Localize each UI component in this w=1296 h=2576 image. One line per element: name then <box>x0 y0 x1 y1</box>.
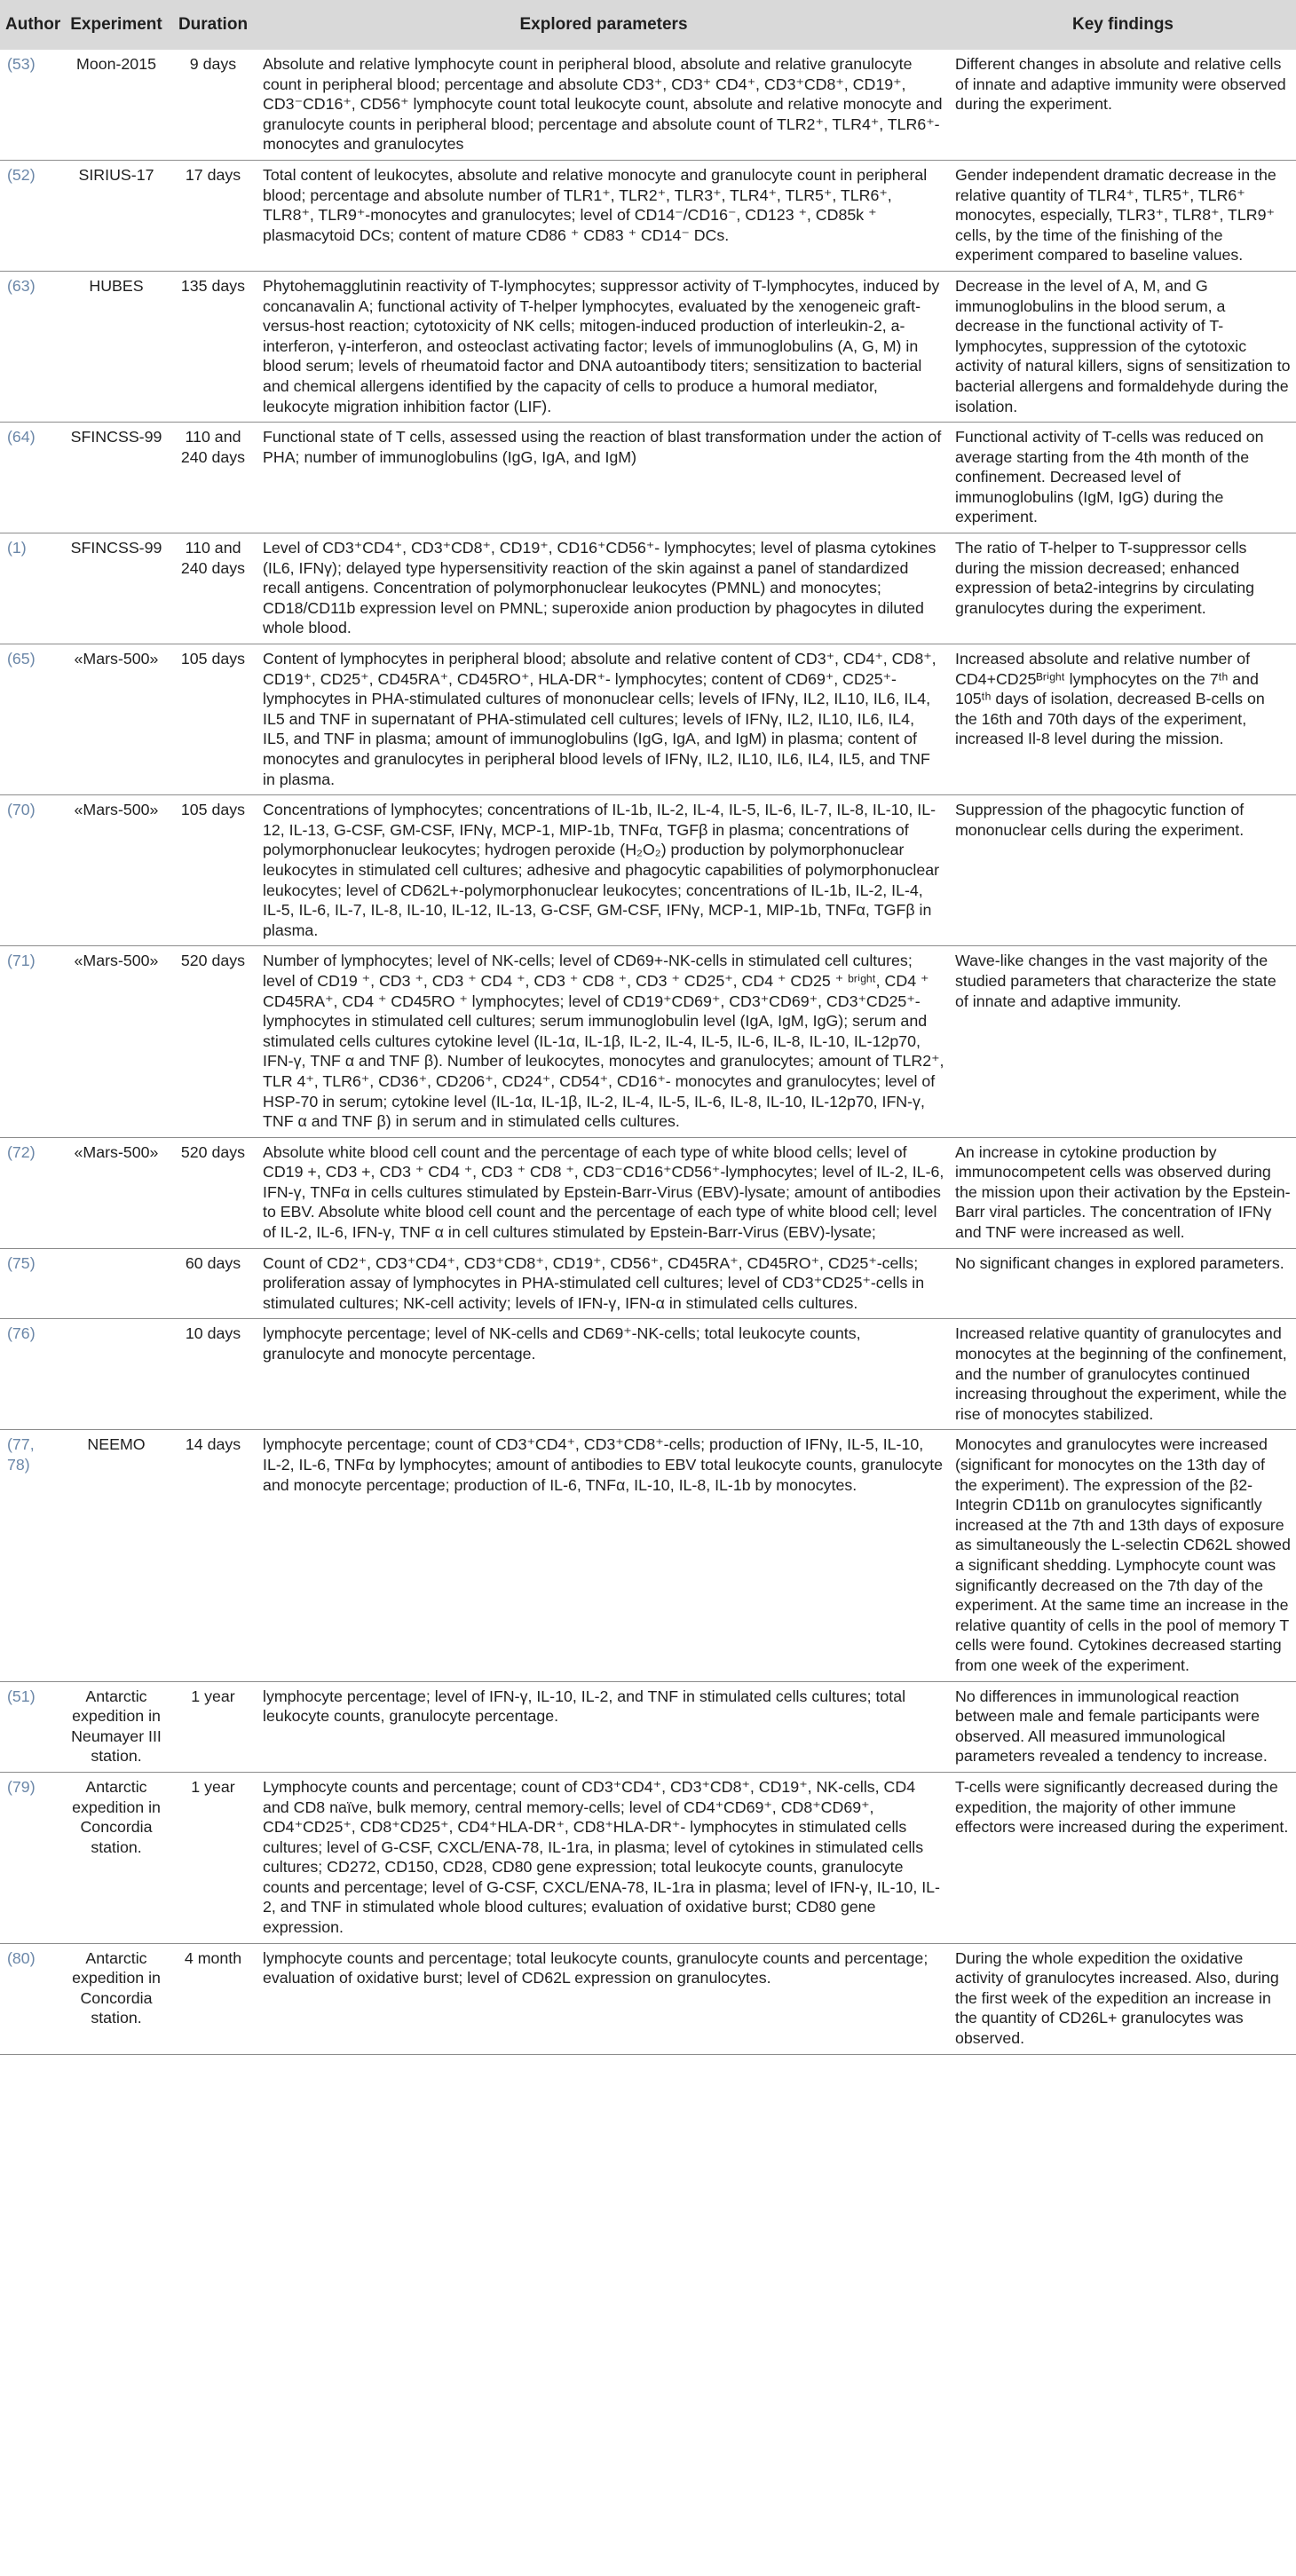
cell-experiment: Antarctic expedition in Concordia station. <box>64 1772 169 1943</box>
cell-explored-parameters: Number of lymphocytes; level of NK-cells; level of CD69+-NK-cells in stimulated cell cultures; level of CD19 ⁺, CD3 ⁺, CD3 ⁺ CD4 ⁺, CD3 ⁺ CD8 ⁺, CD3 ⁺ CD25⁺, CD4 ⁺ CD25 ⁺ ᵇʳⁱᵍʰᵗ, CD4 ⁺ CD45RA⁺, CD4 ⁺ CD45RO ⁺ lymphocytes; level of CD19⁺CD69⁺, CD3⁺CD69⁺, CD3⁺CD25⁺- lymphocytes in stimulated cell cultures; serum immunoglobulin level (IgA, IgM, IgG); serum and stimulated cells cultures cytokine level (IL-1α, IL-1β, IL-2, IL-4, IL-5, IL-6, IL-8, IL-10, IL-12p70, IFN-γ, TNF α and TNF β). Number of leukocytes, monocytes and granulocytes; amount of TLR2⁺, TLR 4⁺, TLR6⁺, CD36⁺, CD206⁺, CD24⁺, CD54⁺, CD16⁺- monocytes and granulocytes; level of HSP-70 in serum; cytokine level (IL-1α, IL-1β, IL-2, IL-4, IL-5, IL-6, IL-8, IL-10, IL-12p70, IFN-γ, TNF α and TNF β) in serum and in stimulated cells cultures. <box>257 946 950 1137</box>
cell-author[interactable]: (79) <box>0 1772 64 1943</box>
cell-experiment: SFINCSS-99 <box>64 533 169 644</box>
table-row <box>0 1319 1296 1430</box>
header-duration: Duration <box>178 15 249 34</box>
cell-author[interactable]: (1) <box>0 533 64 644</box>
cell-explored-parameters: Content of lymphocytes in peripheral blood; absolute and relative content of CD3⁺, CD4⁺, CD8⁺, CD19⁺, CD25⁺, CD45RA⁺, CD45RO⁺, HLA-DR⁺- lymphocytes; content of CD69⁺, CD25⁺- lymphocytes in PHA-stimulated cultures of mononuclear cells; levels of IFNγ, IL2, IL10, IL6, IL4, IL5 and TNF in supernatant of PHA-stimulated cell cultures; levels of IFNγ, IL2, IL10, IL6, IL4, IL5, and TNF in plasma; amount of immunoglobulins (IgG, IgA, and IgM) in plasma; content of monocytes and granulocytes in peripheral blood levels of IFNγ, IL2, IL10, IL6, IL4, IL5, and TNF in plasma. <box>257 644 950 795</box>
table-row <box>0 1681 1296 1772</box>
cell-author[interactable]: (63) <box>0 271 64 422</box>
table-row <box>0 1943 1296 2054</box>
cell-experiment: NEEMO <box>64 1430 169 1681</box>
table-header-row <box>0 0 1296 50</box>
cell-explored-parameters: lymphocyte percentage; level of IFN-γ, IL-10, IL-2, and TNF in stimulated cells cultures; total leukocyte counts, granulocyte percentage. <box>257 1681 950 1772</box>
table-row <box>0 533 1296 644</box>
cell-experiment: SFINCSS-99 <box>64 423 169 533</box>
cell-author[interactable]: (70) <box>0 795 64 946</box>
header-explored-parameters: Explored parameters <box>519 15 688 34</box>
cell-key-findings: Suppression of the phagocytic function of mononuclear cells during the experiment. <box>950 795 1296 946</box>
cell-duration: 105 days <box>169 795 257 946</box>
table-row <box>0 50 1296 160</box>
cell-explored-parameters: Phytohemagglutinin reactivity of T-lymphocytes; suppressor activity of T-lymphocytes, induced by concanavalin A; functional activity of T-helper lymphocytes, evaluated by the xenogeneic graft-versus-host reaction; cytotoxicity of NK cells; mitogen-induced production of interleukin-2, a-interferon, γ-interferon, and osteoclast activating factor; levels of immunoglobulins (A, G, M) in blood serum; levels of rheumatoid factor and DNA autoantibody titers; sensitization to bacterial and chemical allergens identified by the capacity of cells to produce a humoral mediator, leukocyte migration inhibition factor (LIF). <box>257 271 950 422</box>
cell-duration: 1 year <box>169 1681 257 1772</box>
cell-duration: 10 days <box>169 1319 257 1430</box>
cell-experiment <box>64 1248 169 1319</box>
cell-experiment: «Mars-500» <box>64 1137 169 1248</box>
cell-duration: 14 days <box>169 1430 257 1681</box>
cell-key-findings: Wave-like changes in the vast majority of the studied parameters that characterize the state of innate and adaptive immunity. <box>950 946 1296 1137</box>
cell-key-findings: Increased relative quantity of granulocytes and monocytes at the beginning of the confinement, and the number of granulocytes continued increasing throughout the experiment, while the rise of monocytes stabilized. <box>950 1319 1296 1430</box>
cell-author[interactable]: (51) <box>0 1681 64 1772</box>
table-body <box>0 50 1296 2054</box>
cell-explored-parameters: Absolute white blood cell count and the percentage of each type of white blood cells; level of CD19 +, CD3 +, CD3 ⁺ CD4 ⁺, CD3 ⁺ CD8 ⁺, CD3⁻CD16⁺CD56⁺-lymphocytes; level of IL-2, IL-6, IFN-γ, TNFα in cells cultures stimulated by Epstein-Barr-Virus (EBV)-lysate; amount of antibodies to EBV. Absolute white blood cell count and the percentage of each type of white blood cell; level of IL-2, IL-6, IFN-γ, TNF α in cell cultures stimulated by Epstein-Barr-Virus (EBV)-lysate; <box>257 1137 950 1248</box>
cell-duration: 9 days <box>189 55 237 73</box>
header-author: Author <box>5 15 61 34</box>
header-key-findings: Key findings <box>1071 15 1174 34</box>
cell-author[interactable]: (64) <box>0 423 64 533</box>
cell-explored-parameters: Concentrations of lymphocytes; concentrations of IL-1b, IL-2, IL-4, IL-5, IL-6, IL-7, IL-8, IL-10, IL-12, IL-13, G-CSF, GM-CSF, IFNγ, MCP-1, MIP-1b, TNFα, TGFβ in plasma; concentrations of polymorphonuclear leukocytes; hydrogen peroxide (H₂O₂) production by polymorphonuclear leukocytes in stimulated cell cultures; adhesive and phagocytic capabilities of polymorphonuclear leukocytes; level of CD62L+-polymorphonuclear leukocytes; concentrations of IL-1b, IL-2, IL-4, IL-5, IL-6, IL-7, IL-8, IL-10, IL-12, IL-13, G-CSF, GM-CSF, IFNγ, MCP-1, MIP-1b, TNFα, TGFβ in plasma. <box>257 795 950 946</box>
cell-author[interactable]: (72) <box>0 1137 64 1248</box>
cell-explored-parameters: Absolute and relative lymphocyte count in peripheral blood, absolute and relative granulocyte count in peripheral blood; percentage and absolute CD3⁺, CD3⁺ CD4⁺, CD3⁺CD8⁺, CD19⁺, CD3⁻CD16⁺, CD56⁺ lymphocyte count total leukocyte count, absolute and relative monocyte and granulocyte counts in peripheral blood; percentage and absolute count of TLR2⁺, TLR4⁺, TLR6⁺-monocytes and granulocytes <box>263 55 943 154</box>
cell-explored-parameters: Lymphocyte counts and percentage; count of CD3⁺CD4⁺, CD3⁺CD8⁺, CD19⁺, NK-cells, CD4 and CD8 naïve, bulk memory, central memory-cells; level of CD4⁺CD69⁺, CD8⁺CD69⁺, CD4⁺CD25⁺, CD8⁺CD25⁺, CD4⁺HLA-DR⁺, CD8⁺HLA-DR⁺- lymphocytes in stimulated cells cultures; level of G-CSF, CXCL/ENA-78, IL-1ra, in plasma; level of cytokines in stimulated cells cultures; CD272, CD150, CD28, CD80 gene expression; total leukocyte counts, granulocyte counts and percentage; level of G-CSF, CXCL/ENA-78, IL-1ra in plasma; level of IFN-γ, IL-10, IL-2, and TNF in stimulated whole blood cultures; evaluation of oxidative burst; CD80 gene expression. <box>257 1772 950 1943</box>
cell-duration: 110 and 240 days <box>169 533 257 644</box>
cell-duration: 110 and 240 days <box>169 423 257 533</box>
cell-experiment: «Mars-500» <box>64 946 169 1137</box>
cell-key-findings: An increase in cytokine production by immunocompetent cells was observed during the mission upon their activation by the Epstein-Barr viral particles. The concentration of IFNγ and TNF were increased as well. <box>950 1137 1296 1248</box>
cell-experiment: SIRIUS-17 <box>64 160 169 271</box>
cell-duration: 520 days <box>169 1137 257 1248</box>
table-row <box>0 1137 1296 1248</box>
cell-experiment <box>64 1319 169 1430</box>
table-row <box>0 1772 1296 1943</box>
cell-key-findings: Decrease in the level of A, M, and G immunoglobulins in the blood serum, a decrease in the functional activity of T-lymphocytes, suppression of the cytotoxic activity of natural killers, signs of sensitization to bacterial allergens and formaldehyde during the isolation. <box>950 271 1296 422</box>
cell-explored-parameters: lymphocyte percentage; count of CD3⁺CD4⁺, CD3⁺CD8⁺-cells; production of IFNγ, IL-5, IL-10, IL-2, IL-6, TNFα by lymphocytes; amount of antibodies to EBV total leukocyte counts, granulocyte and monocyte percentage; production of IL-6, TNFα, IL-10, IL-8, IL-1b by monocytes. <box>257 1430 950 1681</box>
cell-duration: 1 year <box>169 1772 257 1943</box>
cell-explored-parameters: Count of CD2⁺, CD3⁺CD4⁺, CD3⁺CD8⁺, CD19⁺, CD56⁺, CD45RA⁺, CD45RO⁺, CD25⁺-cells; proliferation assay of lymphocytes in PHA-stimulated cell cultures; level of CD3⁺CD25⁺-cells in stimulated cultures; NK-cell activity; levels of IFN-γ, IFN-α in stimulated cells cultures. <box>257 1248 950 1319</box>
cell-key-findings: No differences in immunological reaction between male and female participants were observed. All measured immunological parameters revealed a tendency to increase. <box>950 1681 1296 1772</box>
cell-duration: 135 days <box>169 271 257 422</box>
cell-key-findings: Different changes in absolute and relative cells of innate and adaptive immunity were observed during the experiment. <box>955 55 1286 114</box>
cell-explored-parameters: lymphocyte percentage; level of NK-cells and CD69⁺-NK-cells; total leukocyte counts, granulocyte and monocyte percentage. <box>257 1319 950 1430</box>
table-row <box>0 160 1296 271</box>
cell-author[interactable]: (77, 78) <box>0 1430 64 1681</box>
cell-experiment: «Mars-500» <box>64 644 169 795</box>
cell-author[interactable]: (76) <box>0 1319 64 1430</box>
cell-explored-parameters: Total content of leukocytes, absolute and relative monocyte and granulocyte count in peripheral blood; percentage and absolute number of TLR1⁺, TLR2⁺, TLR3⁺, TLR4⁺, TLR5⁺, TLR6⁺, TLR8⁺, TLR9⁺-monocytes and granulocytes; level of CD14⁻/CD16⁻, CD123 ⁺, CD85k ⁺ plasmacytoid DCs; content of mature CD86 ⁺ CD83 ⁺ CD14⁻ DCs. <box>257 160 950 271</box>
cell-duration: 17 days <box>169 160 257 271</box>
cell-key-findings: Gender independent dramatic decrease in the relative quantity of TLR4⁺, TLR5⁺, TLR6⁺ monocytes, especially, TLR3⁺, TLR8⁺, TLR9⁺ cells, by the time of the finishing of the experiment compared to baseline values. <box>950 160 1296 271</box>
cell-experiment: HUBES <box>64 271 169 422</box>
cell-experiment: Antarctic expedition in Neumayer III station. <box>64 1681 169 1772</box>
table-row <box>0 644 1296 795</box>
cell-duration: 60 days <box>169 1248 257 1319</box>
cell-duration: 105 days <box>169 644 257 795</box>
cell-duration: 4 month <box>169 1943 257 2054</box>
table-row <box>0 271 1296 422</box>
table-row <box>0 1248 1296 1319</box>
cell-experiment: Moon-2015 <box>76 55 156 73</box>
cell-author[interactable]: (71) <box>0 946 64 1137</box>
cell-key-findings: T-cells were significantly decreased during the expedition, the majority of other immune effectors were increased during the experiment. <box>950 1772 1296 1943</box>
cell-author[interactable]: (53) <box>7 55 36 73</box>
cell-author[interactable]: (52) <box>0 160 64 271</box>
table-row <box>0 423 1296 533</box>
table-row <box>0 795 1296 946</box>
cell-key-findings: During the whole expedition the oxidative activity of granulocytes increased. Also, during the first week of the expedition an increase in the quantity of CD26L+ granulocytes was observed. <box>950 1943 1296 2054</box>
cell-experiment: «Mars-500» <box>64 795 169 946</box>
cell-key-findings: Functional activity of T-cells was reduced on average starting from the 4th month of the confinement. Decreased level of immunoglobulins (IgM, IgG) during the experiment. <box>950 423 1296 533</box>
cell-duration: 520 days <box>169 946 257 1137</box>
cell-experiment: Antarctic expedition in Concordia station. <box>64 1943 169 2054</box>
table-row <box>0 946 1296 1137</box>
cell-key-findings: No significant changes in explored parameters. <box>950 1248 1296 1319</box>
cell-key-findings: The ratio of T-helper to T-suppressor cells during the mission decreased; enhanced expression of beta2-integrins by circulating granulocytes during the experiment. <box>950 533 1296 644</box>
header-experiment: Experiment <box>70 15 162 34</box>
cell-author[interactable]: (80) <box>0 1943 64 2054</box>
cell-key-findings: Monocytes and granulocytes were increased (significant for monocytes on the 13th day of the experiment). The expression of the β2-Integrin CD11b on granulocytes significantly increased at the 7th and 13th days of exposure as simultaneously the L-selectin CD62L showed a significant shedding. Lymphocyte count was significantly decreased on the 7th day of the experiment. At the same time an increase in the relative quantity of cells in the pool of memory T cells were found. Cytokines decreased starting from one week of the experiment. <box>950 1430 1296 1681</box>
cell-key-findings: Increased absolute and relative number of CD4+CD25ᴮʳⁱᵍʰᵗ lymphocytes on the 7ᵗʰ and 105ᵗʰ days of isolation, decreased B-cells on the 16th and 70th days of the experiment, increased Il-8 level during the mission. <box>950 644 1296 795</box>
cell-author[interactable]: (65) <box>0 644 64 795</box>
cell-explored-parameters: Level of CD3⁺CD4⁺, CD3⁺CD8⁺, CD19⁺, CD16⁺CD56⁺- lymphocytes; level of plasma cytokines (IL6, IFNγ); delayed type hypersensitivity reaction of the skin against a panel of standardized recall antigens. Concentration of polymorphonuclear leukocytes (PMNL) and monocytes; CD18/CD11b expression level on PMNL; superoxide anion production by phagocytes in diluted whole blood. <box>257 533 950 644</box>
cell-explored-parameters: lymphocyte counts and percentage; total leukocyte counts, granulocyte counts and percentage; evaluation of oxidative burst; level of CD62L expression on granulocytes. <box>257 1943 950 2054</box>
cell-explored-parameters: Functional state of T cells, assessed using the reaction of blast transformation under the action of PHA; number of immunoglobulins (IgG, IgA, and IgM) <box>257 423 950 533</box>
table-row <box>0 1430 1296 1681</box>
cell-author[interactable]: (75) <box>0 1248 64 1319</box>
